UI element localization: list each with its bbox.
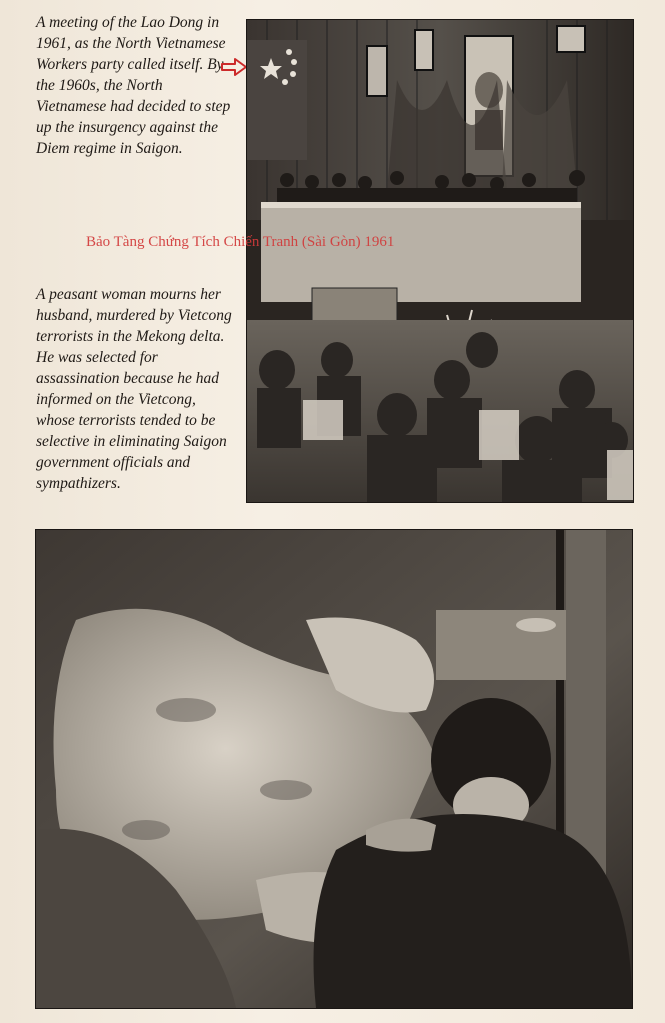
caption-mourning: A peasant woman mourns her husband, murdered by Vietcong terrorists in the Mekong delta. He was selected for assassination because he had informed on the Vietcong, whose terrorists tended to be selective in eliminating Saigon government officials and sympathizers. — [36, 286, 232, 492]
watermark-text: Bảo Tàng Chứng Tích Chiến Tranh (Sài Gòn) 1961 — [86, 234, 395, 250]
right-arrow-icon — [221, 58, 247, 76]
caption-meeting: A meeting of the Lao Dong in 1961, as the North Vietnamese Workers party called itself. By the 1960s, the North Vietnamese had decided to step up the insurgency against the Diem regime in Saigon. — [36, 14, 231, 157]
peasant-woman-mourning-photo — [36, 530, 632, 1008]
lao-dong-meeting-photo — [247, 20, 633, 502]
